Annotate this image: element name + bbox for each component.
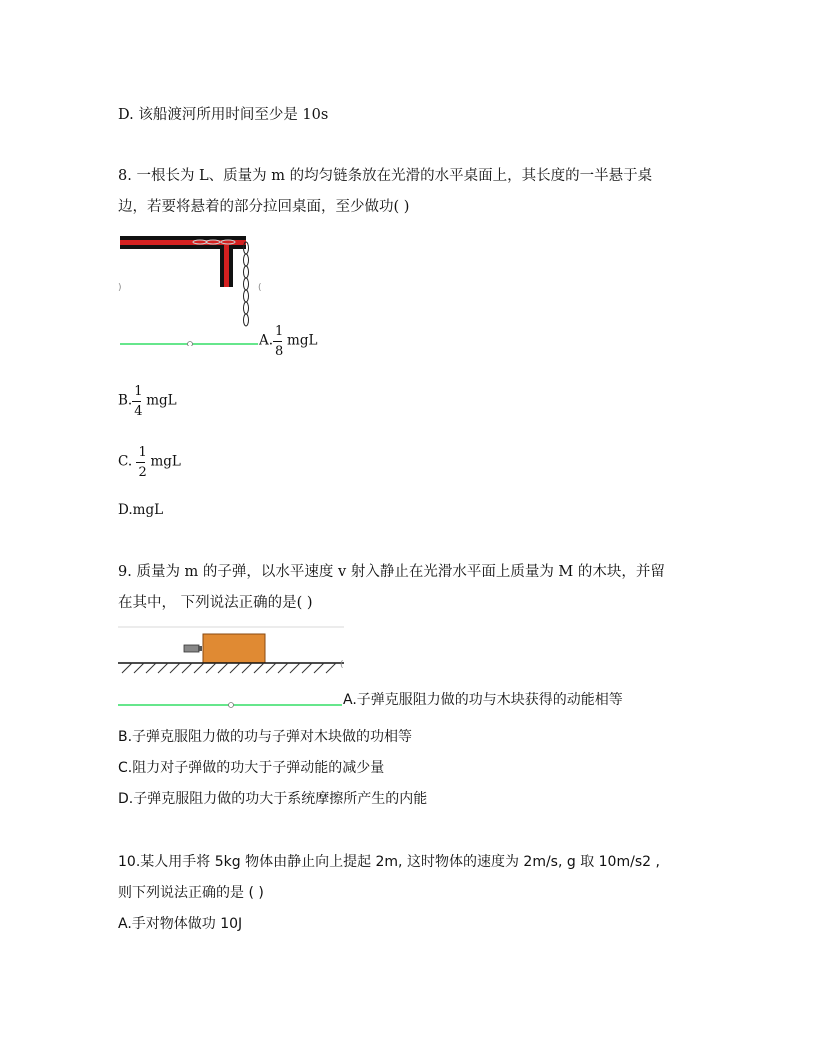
option-text: mgL [132, 502, 164, 518]
option-text: mgL [287, 332, 318, 349]
svg-text:(: ( [340, 660, 344, 670]
q8-option-b[interactable] [118, 384, 177, 418]
q9-stem-line2: 在其中， 下列说法正确的是( ) [118, 595, 313, 611]
q8-stem-line1: 8. 一根长为 L、质量为 m 的均匀链条放在光滑的水平桌面上，其长度的一半悬于桌 [118, 168, 653, 184]
option-label: C. [118, 453, 137, 470]
fraction-denominator: 8 [275, 344, 284, 359]
bullet-block-figure [116, 622, 348, 710]
q10-option-a[interactable]: A.手对物体做功 10J [118, 916, 243, 932]
q9-stem-line1: 9. 质量为 m 的子弹，以水平速度 v 射入静止在光滑水平面上质量为 M 的木块，并留 [118, 564, 665, 580]
option-label: A. [259, 332, 274, 349]
option-text: mgL [146, 392, 177, 409]
option-label: D. [118, 502, 133, 518]
fraction [132, 384, 146, 418]
q9-option-c[interactable]: C.阻力对子弹做的功大于子弹动能的减少量 [118, 760, 385, 776]
fraction-numerator: 1 [138, 445, 147, 460]
q10-stem-line1: 10.某人用手将 5kg 物体由静止向上提起 2m, 这时物体的速度为 2m/s, g 取 10m/s2 , [118, 854, 660, 870]
q8-option-a[interactable] [259, 324, 317, 358]
q8-option-c[interactable] [118, 445, 181, 479]
option-text: mgL [150, 453, 181, 470]
fraction-denominator: 2 [138, 465, 147, 480]
chain-table-figure [116, 228, 266, 346]
fraction-numerator: 1 [134, 384, 143, 399]
q7-option-d: D. 该船渡河所用时间至少是 10s [118, 107, 329, 123]
svg-text:): ) [118, 283, 122, 293]
fraction-numerator: 1 [275, 324, 284, 339]
fraction-denominator: 4 [134, 404, 143, 419]
q9-option-a[interactable]: A.子弹克服阻力做的功与木块获得的动能相等 [343, 692, 623, 708]
fraction [136, 445, 150, 479]
q9-option-b[interactable]: B.子弹克服阻力做的功与子弹对木块做的功相等 [118, 729, 413, 745]
q8-stem-line2: 边，若要将悬着的部分拉回桌面，至少做功( ) [118, 199, 410, 215]
q9-option-d[interactable]: D.子弹克服阻力做的功大于系统摩擦所产生的内能 [118, 791, 428, 807]
option-label: B. [118, 392, 133, 409]
q10-stem-line2: 则下列说法正确的是 ( ) [118, 885, 264, 901]
fraction [273, 324, 287, 358]
q8-option-d[interactable] [118, 500, 163, 520]
svg-text:(: ( [258, 283, 262, 293]
